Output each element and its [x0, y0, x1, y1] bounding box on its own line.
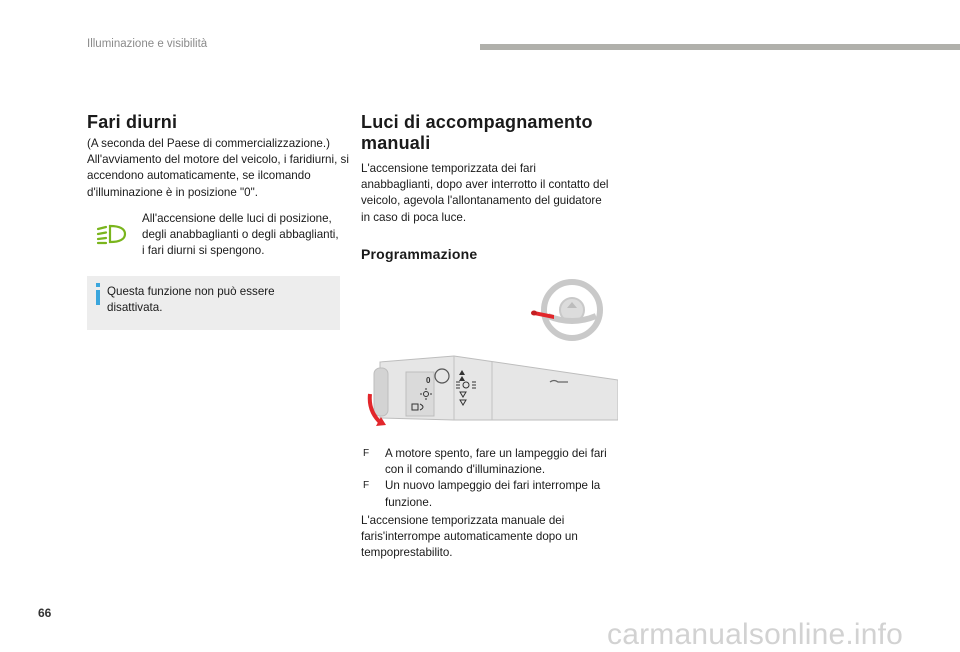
intro-paragraph: (A seconda del Paese di commercializzazione.) All'avviamento del motore del veicolo, i faridiurni, si accendono automaticamente, se ilcomando d'illuminazione è in posizione "0".: [87, 137, 349, 199]
info-icon: [94, 283, 102, 305]
bullet-list: [361, 446, 623, 511]
steering-wheel-illustration: [528, 278, 608, 350]
header-bar: [480, 44, 960, 50]
green-note-text: All'accensione delle luci di posizione, degli anabbaglianti o degli abbaglianti, i fari diurni si spengono.: [142, 212, 339, 258]
stalk-position-label: 0: [426, 376, 431, 385]
lighting-stalk-illustration: [366, 354, 618, 428]
title-follow-me-home: Luci di accompagnamento manuali: [361, 112, 593, 153]
daytime-running-lights-icon: [96, 223, 128, 245]
bullet-marker: F: [363, 480, 370, 492]
follow-me-intro: L'accensione temporizzata dei fari anabbaglianti, dopo aver interrotto il contatto del veicolo, agevola l'allontanamento del guidatore in caso di poca luce.: [361, 162, 609, 224]
header-section-title: Illuminazione e visibilità: [87, 38, 208, 50]
closing-paragraph: L'accensione temporizzata manuale dei faris'interrompe automaticamente dopo un tempoprestabilito.: [361, 514, 578, 560]
bullet-text-2: Un nuovo lampeggio dei fari interrompe la funzione.: [385, 479, 601, 509]
bullet-marker: F: [363, 448, 370, 459]
title-daytime-lights: Fari diurni: [87, 112, 178, 132]
watermark: carmanualsonline.info: [607, 618, 904, 651]
bullet-text-1: A motore spento, fare un lampeggio dei fari con il comando d'illuminazione.: [385, 447, 607, 477]
green-note: [87, 211, 340, 264]
page-number: 66: [38, 606, 52, 620]
info-note: [87, 276, 340, 330]
list-item: [361, 478, 623, 510]
subtitle-programming: Programmazione: [361, 246, 478, 262]
list-item: [361, 446, 623, 478]
info-note-text: Questa funzione non può essere disattivata.: [107, 285, 275, 315]
